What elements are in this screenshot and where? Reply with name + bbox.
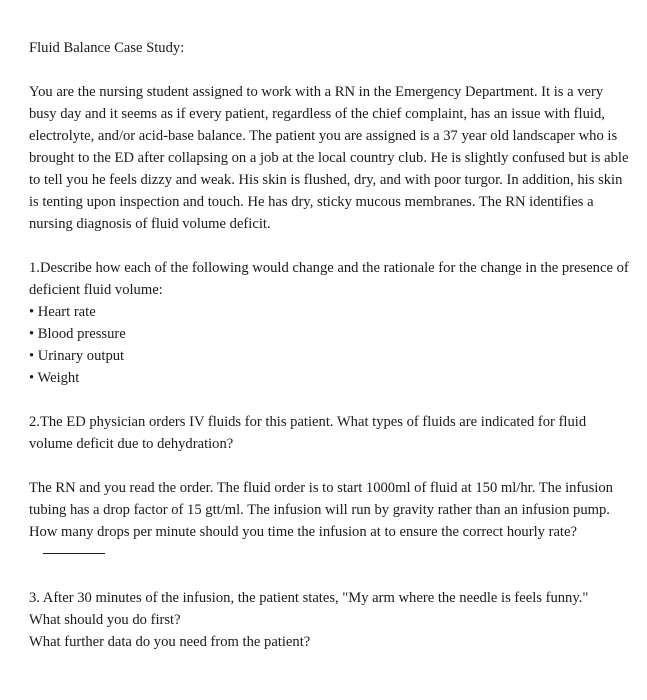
list-item: • Blood pressure [29, 326, 126, 342]
list-item: • Heart rate [29, 304, 96, 320]
list-item: • Weight [29, 370, 80, 386]
question-2: 2.The ED physician orders IV fluids for this patient. What types of fluids are indicated for fluid volume deficit due to dehydration? [29, 414, 587, 452]
question-3-line-1: 3. After 30 minutes of the infusion, the patient states, "My arm where the needle is feels funny." [29, 590, 589, 606]
order-text: The RN and you read the order. The fluid order is to start 1000ml of fluid at 150 ml/hr. The infusion tubing has a drop factor of 15 gtt/ml. The infusion will run by gravity rather than an infusion pump. How many drops per minute should you time the infusion at to ensure the correct hourly rate? [29, 480, 613, 540]
question-3-line-3: What further data do you need from the patient? [29, 634, 311, 650]
document-title: Fluid Balance Case Study: [29, 40, 185, 56]
spacer [29, 565, 629, 587]
spacer [29, 455, 629, 477]
spacer [29, 389, 629, 411]
question-1-list [29, 301, 629, 389]
spacer [29, 235, 629, 257]
spacer [29, 59, 629, 81]
document-page [29, 37, 629, 653]
intro-paragraph: You are the nursing student assigned to work with a RN in the Emergency Department. It is a very busy day and it seems as if every patient, regardless of the chief complaint, has an issue with fluid, electrolyte, and/or acid-base balance. The patient you are assigned is a 37 year old landscaper who is brought to the ED after collapsing on a job at the local country club. He is slightly confused but is able to tell you he feels dizzy and weak. His skin is flushed, dry, and with poor turgor. In addition, his skin is tenting upon inspection and touch. He has dry, sticky mucous membranes. The RN identifies a nursing diagnosis of fluid volume deficit. [29, 84, 629, 232]
question-3-line-2: What should you do first? [29, 612, 181, 628]
answer-blank [43, 553, 105, 554]
order-paragraph [29, 477, 629, 565]
question-1: 1.Describe how each of the following would change and the rationale for the change in the presence of deficient fluid volume: [29, 260, 629, 298]
list-item: • Urinary output [29, 348, 125, 364]
